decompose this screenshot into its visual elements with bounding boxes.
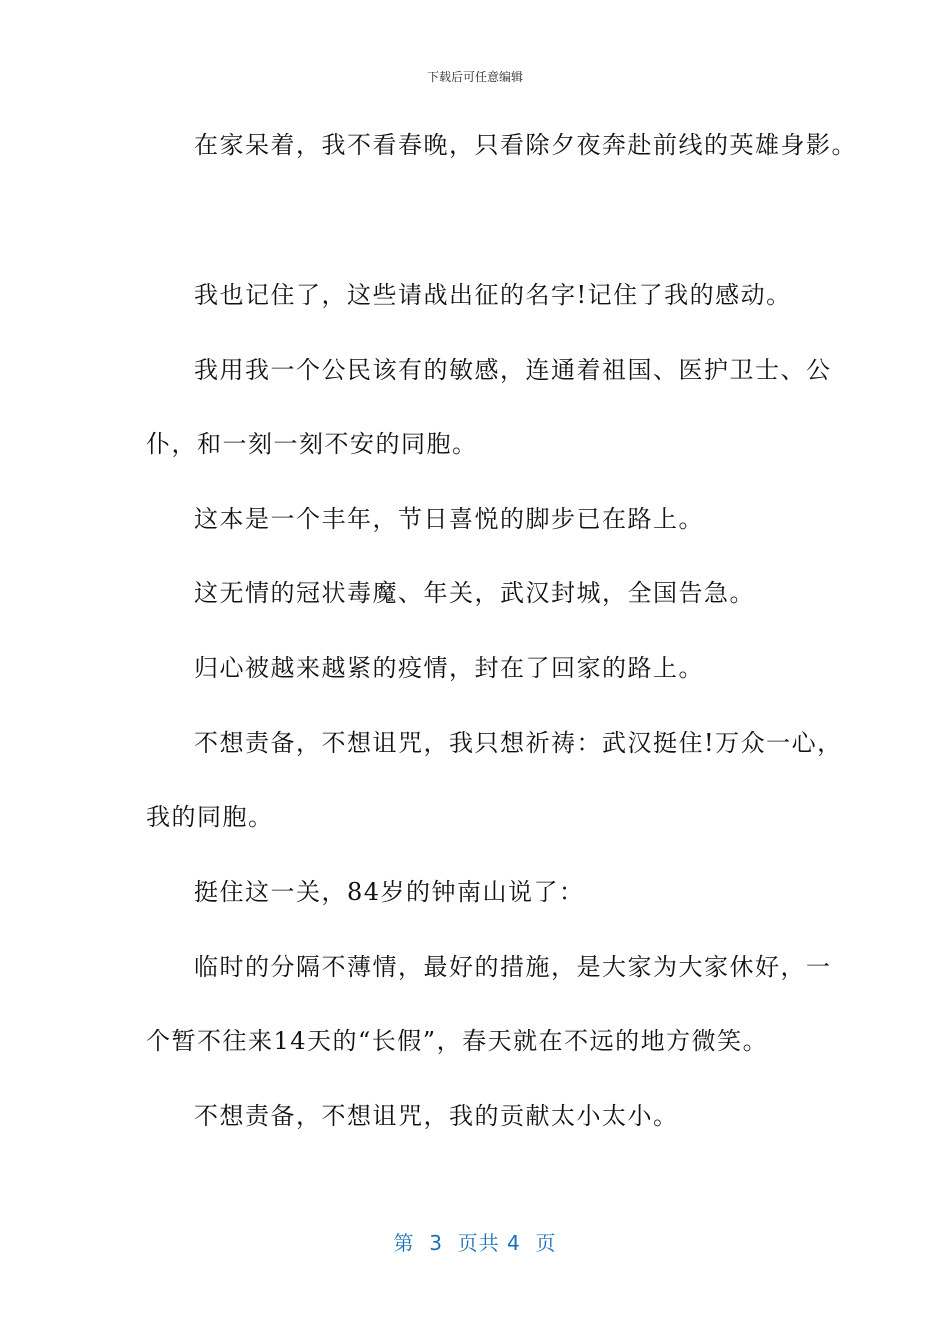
paragraph-line: 这本是一个丰年，节日喜悦的脚步已在路上。 <box>194 505 704 533</box>
paragraph-line: 仆，和一刻一刻不安的同胞。 <box>146 430 478 458</box>
paragraph-line: 我也记住了，这些请战出征的名字!记住了我的感动。 <box>194 281 792 309</box>
page-number-footer: 第 3 页共 4 页 <box>393 1231 557 1255</box>
header-note: 下载后可任意编辑 <box>426 70 523 84</box>
paragraph-line: 不想责备，不想诅咒，我的贡献太小太小。 <box>194 1102 679 1130</box>
paragraph-line: 归心被越来越紧的疫情，封在了回家的路上。 <box>194 654 704 682</box>
paragraph-line: 临时的分隔不薄情，最好的措施，是大家为大家休好，一 <box>194 953 832 981</box>
paragraph-line: 个暂不往来14天的“长假”，春天就在不远的地方微笑。 <box>146 1027 769 1055</box>
paragraph-line: 不想责备，不想诅咒，我只想祈祷：武汉挺住!万众一心， <box>194 729 843 757</box>
paragraph-line: 在家呆着，我不看春晚，只看除夕夜奔赴前线的英雄身影。 <box>194 131 857 159</box>
paragraph-line: 这无情的冠状毒魔、年关，武汉封城，全国告急。 <box>194 579 755 607</box>
paragraph-line: 我用我一个公民该有的敏感，连通着祖国、医护卫士、公 <box>194 356 832 384</box>
paragraph-line: 挺住这一关，84岁的钟南山说了： <box>194 878 585 906</box>
paragraph-line: 我的同胞。 <box>146 803 274 831</box>
